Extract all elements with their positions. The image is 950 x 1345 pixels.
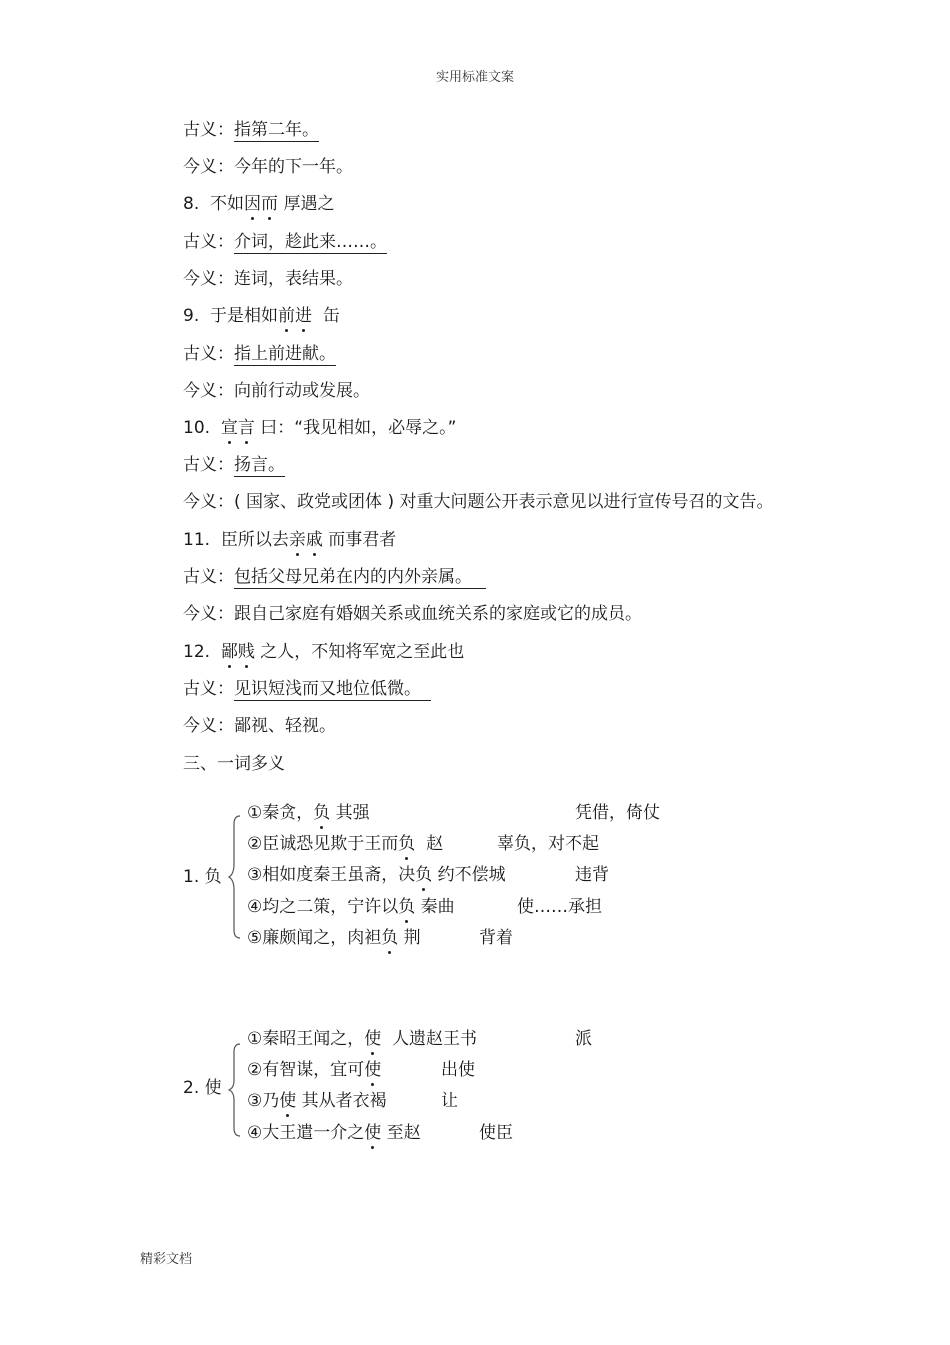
polysemy-example: ④均之二策，宁许以负 秦曲 [247, 897, 455, 917]
ancient-meaning-text: 指上前进献。 [234, 344, 336, 364]
section-heading: 三、一词多义 [183, 754, 285, 774]
emphasized-char: 使 [279, 1091, 297, 1111]
emphasized-char: 因 [244, 194, 262, 214]
emphasized-char: 负 [313, 803, 331, 823]
emphasized-char: 贱 [237, 642, 255, 662]
ancient-meaning-text: 介词，趁此来……。 [234, 232, 387, 252]
polysemy-word-label: 2. 使 [183, 1078, 222, 1098]
polysemy-meaning: 辜负，对不起 [497, 834, 599, 854]
emphasized-char: 负 [398, 834, 416, 854]
emphasized-char: 而 [261, 194, 279, 214]
polysemy-example: ③相如度秦王虽斋，决负 约不偿城 [247, 865, 506, 885]
ancient-meaning-text: 包括父母兄弟在内的内外亲属。 [234, 567, 472, 587]
emphasized-char: 使 [364, 1123, 382, 1143]
polysemy-meaning: 使臣 [479, 1123, 513, 1143]
ancient-meaning-line: 古义：见识短浅而又地位低微。 [183, 678, 431, 701]
page-footer: 精彩文档 [140, 1252, 193, 1267]
polysemy-example: ③乃使 其从者衣褐 [247, 1091, 387, 1111]
emphasized-char: 亲 [288, 530, 306, 550]
polysemy-example: ①秦昭王闻之，使 人遗赵王书 [247, 1029, 478, 1049]
polysemy-example: ①秦贪，负 其强 [247, 803, 370, 823]
ancient-meaning-line: 古义：包括父母兄弟在内的内外亲属。 [183, 566, 486, 589]
ancient-meaning-text: 指第二年。 [234, 120, 319, 140]
polysemy-meaning: 背着 [479, 928, 513, 948]
brace-icon [228, 812, 242, 942]
example-sentence-11: 11. 臣所以去亲戚 而事君者 [183, 530, 397, 550]
brace-icon [228, 1040, 242, 1140]
emphasized-char: 戚 [305, 530, 323, 550]
emphasized-char: 前 [278, 306, 296, 326]
polysemy-example: ②有智谋，宜可使 [247, 1060, 382, 1080]
modern-meaning-line: 今义：今年的下一年。 [183, 157, 353, 177]
emphasized-char: 鄙 [220, 642, 238, 662]
emphasized-char: 宣 [220, 418, 238, 438]
polysemy-example: ④大王遣一介之使 至赵 [247, 1123, 421, 1143]
polysemy-meaning: 派 [575, 1029, 592, 1049]
polysemy-meaning: 凭借，倚仗 [575, 803, 660, 823]
ancient-meaning-line: 古义：介词，趁此来……。 [183, 232, 387, 252]
page-header: 实用标准文案 [435, 70, 514, 85]
example-sentence-9: 9. 于是相如前进 缶 [183, 306, 340, 326]
polysemy-word-label: 1. 负 [183, 867, 222, 887]
modern-meaning-line: 今义：跟自己家庭有婚姻关系或血统关系的家庭或它的成员。 [183, 604, 642, 624]
modern-meaning-line: 今义：( 国家、政党或团体 ) 对重大问题公开表示意见以进行宣传号召的文告。 [183, 492, 774, 512]
emphasized-char: 使 [364, 1029, 382, 1049]
ancient-meaning-text: 见识短浅而又地位低微。 [234, 679, 421, 699]
modern-meaning-line: 今义：向前行动或发展。 [183, 381, 370, 401]
emphasized-char: 负 [381, 928, 399, 948]
polysemy-meaning: 让 [441, 1091, 458, 1111]
emphasized-char: 负 [398, 897, 416, 917]
ancient-meaning-line: 古义：指第二年。 [183, 120, 319, 140]
example-sentence-8: 8. 不如因而 厚遇之 [183, 194, 335, 214]
polysemy-example: ②臣诚恐见欺于王而负 赵 [247, 834, 444, 854]
ancient-meaning-text: 扬言。 [234, 455, 285, 475]
modern-meaning-line: 今义：鄙视、轻视。 [183, 716, 336, 736]
polysemy-meaning: 违背 [575, 865, 609, 885]
emphasized-char: 言 [237, 418, 255, 438]
emphasized-char: 负 [415, 865, 433, 885]
modern-meaning-line: 今义：连词，表结果。 [183, 269, 353, 289]
polysemy-meaning: 使……承担 [517, 897, 602, 917]
polysemy-example: ⑤廉颇闻之，肉袒负 荆 [247, 928, 421, 948]
polysemy-meaning: 出使 [441, 1060, 475, 1080]
emphasized-char: 进 [295, 306, 313, 326]
example-sentence-12: 12. 鄙贱 之人，不知将军宽之至此也 [183, 642, 465, 662]
example-sentence-10: 10. 宣言 曰：“我见相如，必辱之。” [183, 418, 457, 438]
ancient-meaning-line: 古义：扬言。 [183, 455, 285, 475]
emphasized-char: 使 [364, 1060, 382, 1080]
ancient-meaning-line: 古义：指上前进献。 [183, 344, 336, 364]
